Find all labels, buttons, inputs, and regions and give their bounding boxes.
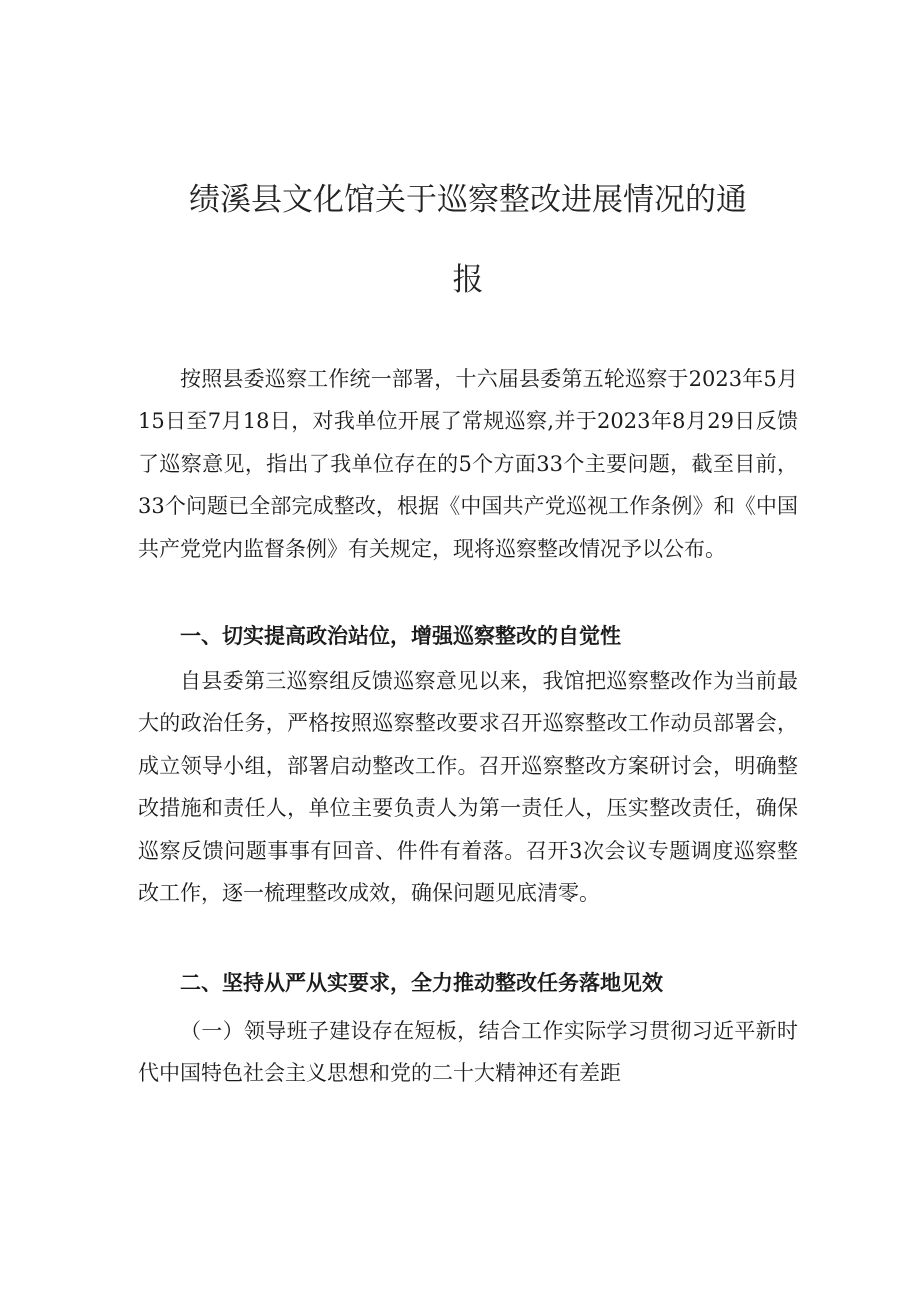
document-title-line-2: 报 xyxy=(452,262,484,298)
document-page xyxy=(138,0,798,1301)
section-2-heading: 二、坚持从严从实要求，全力推动整改任务落地见效 xyxy=(180,971,663,995)
section-1-paragraph: 自县委第三巡察组反馈巡察意见以来，我馆把巡察整改作为当前最大的政治任务，严格按照巡察整改要求召开巡察整改工作动员部署会，成立领导小组，部署启动整改工作。召开巡察整改方案研讨会，明确整改措施和责任人，单位主要负责人为第一责任人，压实整改责任，确保巡察反馈问题事事有回音、件件有着落。召开3次会议专题调度巡察整改工作，逐一梳理整改成效，确保问题见底清零。 xyxy=(138,669,798,906)
section-1-heading: 一、切实提高政治站位，增强巡察整改的自觉性 xyxy=(180,624,621,648)
section-2-item-1-paragraph: （一）领导班子建设存在短板，结合工作实际学习贯彻习近平新时代中国特色社会主义思想和党的二十大精神还有差距 xyxy=(138,1019,798,1086)
intro-paragraph: 按照县委巡察工作统一部署，十六届县委第五轮巡察于2023年5月15日至7月18日，对我单位开展了常规巡察,并于2023年8月29日反馈了巡察意见，指出了我单位存在的5个方面33个主要问题，截至目前，33个问题已全部完成整改，根据《中国共产党巡视工作条例》和《中国共产党党内监督条例》有关规定，现将巡察整改情况予以公布。 xyxy=(138,367,798,561)
document-title-line-1: 绩溪县文化馆关于巡察整改进展情况的通 xyxy=(189,182,747,218)
